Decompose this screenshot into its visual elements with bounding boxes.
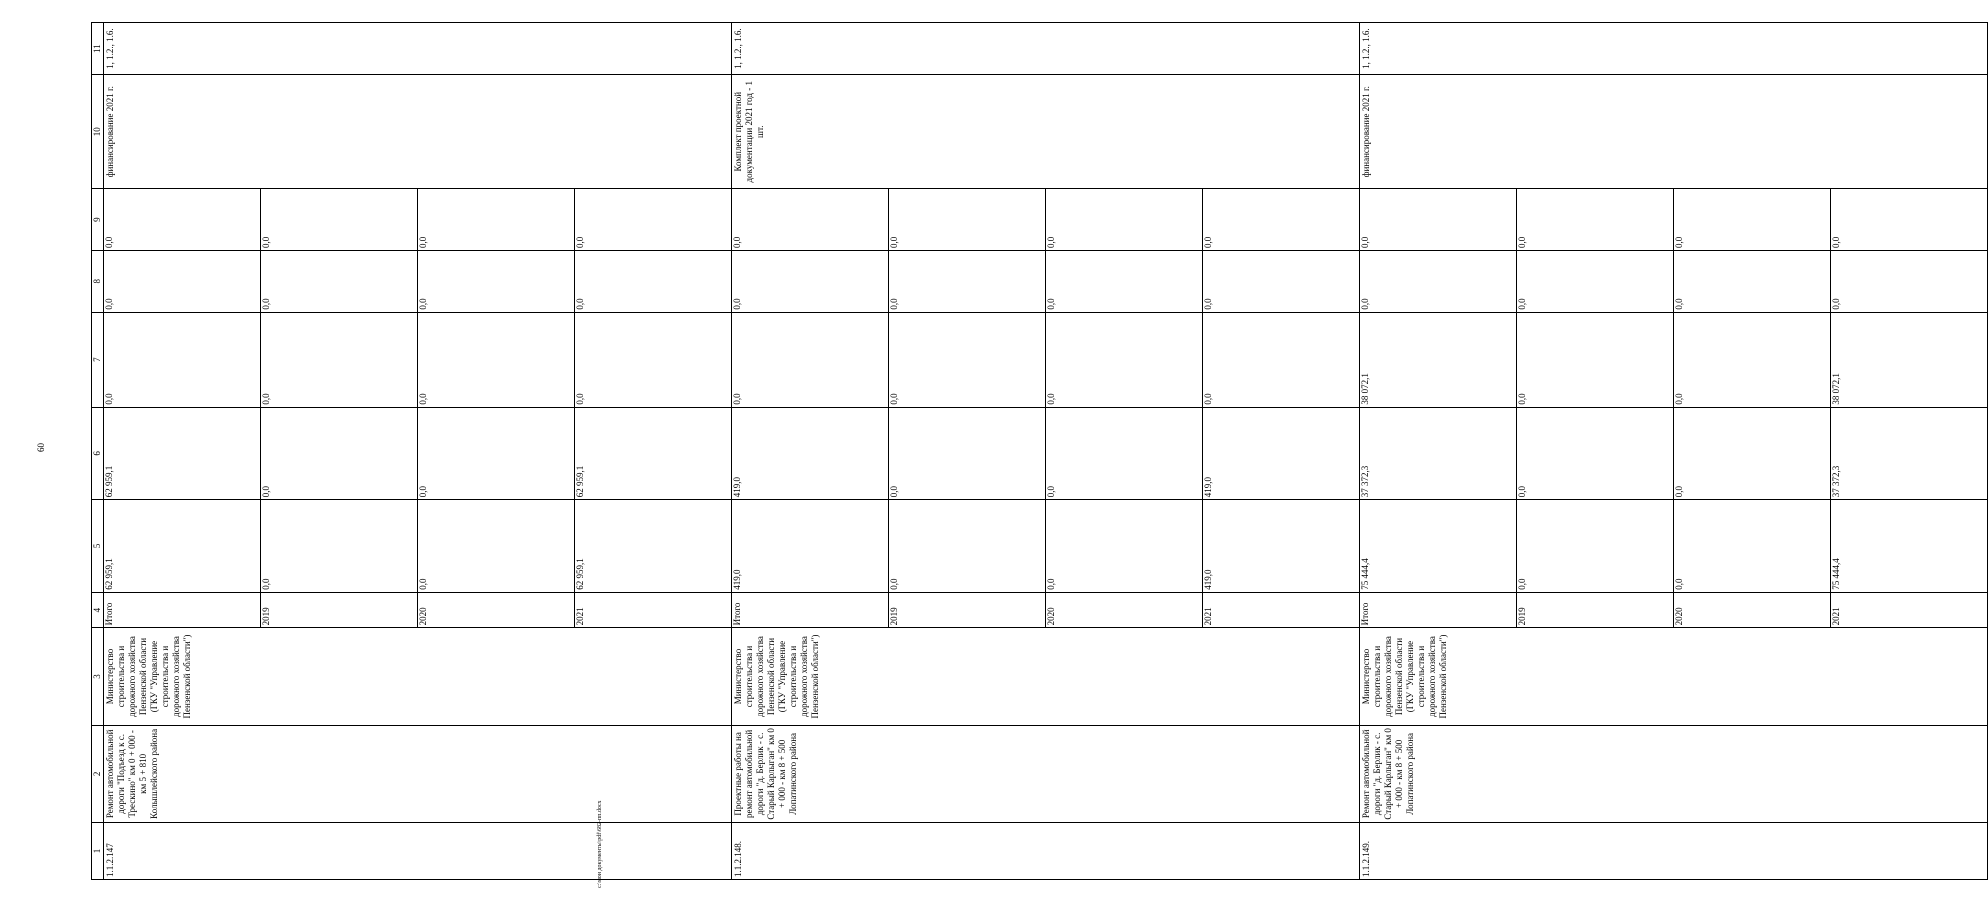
- year-list-value: 2019: [261, 593, 418, 628]
- federal-budget-value: 0,0: [1046, 313, 1203, 407]
- regional-budget-value: 0,0: [1046, 408, 1203, 500]
- regional-budget-value: 62 959,1: [104, 408, 261, 500]
- file-path-footer: c:\мои документы\pdf\682-пп.docx: [597, 800, 603, 888]
- federal-budget-value: 0,0: [732, 313, 889, 407]
- year-list-value: 2020: [1674, 593, 1831, 628]
- federal-budget-value: 38 072,1: [1360, 313, 1517, 407]
- year-list-value: 2021: [1831, 607, 1841, 626]
- year-list-value: Итого: [732, 593, 889, 628]
- regional-budget-value: 419,0: [1203, 476, 1213, 498]
- regional-budget-value: 0,0: [261, 408, 418, 500]
- total-funding-value: 0,0: [1046, 500, 1203, 592]
- other-sources-value: 0,0: [1831, 236, 1841, 248]
- federal-budget-value: 0,0: [1203, 393, 1213, 405]
- total-funding: [732, 500, 1360, 593]
- regional-budget-value: 37 372,3: [1831, 465, 1841, 498]
- col-header-7: 7: [92, 312, 104, 407]
- col-header-5: 5: [92, 500, 104, 593]
- local-budget-value: 0,0: [1517, 251, 1674, 312]
- other-sources-value: 0,0: [1517, 189, 1674, 250]
- local-budget-value: 0,0: [418, 251, 575, 312]
- federal-budget: [732, 312, 1360, 407]
- year-list: [732, 592, 1360, 628]
- total-funding-value: 62 959,1: [104, 500, 261, 592]
- executor: Министерство строительства и дорожного хозяйства Пензенской области (ГКУ "Управление строительства и дорожного хозяйства Пензенской области"): [104, 628, 732, 725]
- local-budget-value: 0,0: [1360, 251, 1517, 312]
- row-number: 1.1.2.148.: [732, 823, 1360, 880]
- other-sources: [104, 189, 732, 251]
- local-budget-value: 0,0: [889, 251, 1046, 312]
- regional-budget-value: 37 372,3: [1360, 408, 1517, 500]
- federal-budget-value: 0,0: [889, 313, 1046, 407]
- year-list: [1360, 592, 1988, 628]
- total-funding: [104, 500, 732, 593]
- page-number: 60: [36, 443, 46, 452]
- other-sources-value: 0,0: [418, 189, 575, 250]
- column-number-row: [92, 23, 104, 880]
- executor: Министерство строительства и дорожного хозяйства Пензенской области (ГКУ "Управление строительства и дорожного хозяйства Пензенской области"): [1360, 628, 1988, 725]
- col-header-2: 2: [92, 725, 104, 822]
- federal-budget-value: 0,0: [1517, 313, 1674, 407]
- other-sources-value: 0,0: [1046, 189, 1203, 250]
- table-row: [1360, 23, 1988, 880]
- total-funding-value: 419,0: [732, 500, 889, 592]
- year-list-value: Итого: [1360, 593, 1517, 628]
- indicator-link: 1, 1.2., 1.6.: [1360, 23, 1988, 75]
- total-funding-value: 75 444,4: [1360, 500, 1517, 592]
- col-header-11: 11: [92, 23, 104, 75]
- col-header-4: 4: [92, 592, 104, 628]
- regional-budget-value: 0,0: [418, 408, 575, 500]
- row-number: 1.1.2.147: [104, 823, 732, 880]
- federal-budget: [1360, 312, 1988, 407]
- col-header-9: 9: [92, 189, 104, 251]
- indicator-link: 1, 1.2., 1.6.: [732, 23, 1360, 75]
- col-header-1: 1: [92, 823, 104, 880]
- col-header-8: 8: [92, 250, 104, 312]
- year-list-value: 2019: [1517, 593, 1674, 628]
- other-sources-value: 0,0: [1360, 189, 1517, 250]
- other-sources-value: 0,0: [261, 189, 418, 250]
- local-budget: [104, 250, 732, 312]
- expected-result: финансирование 2021 г.: [1360, 75, 1988, 189]
- total-funding-value: 62 959,1: [575, 558, 585, 590]
- program-table: [91, 22, 1988, 880]
- executor: Министерство строительства и дорожного хозяйства Пензенской области (ГКУ "Управление строительства и дорожного хозяйства Пензенской области"): [732, 628, 1360, 725]
- federal-budget-value: 0,0: [261, 313, 418, 407]
- local-budget: [732, 250, 1360, 312]
- total-funding-value: 0,0: [889, 500, 1046, 592]
- year-list-value: 2019: [889, 593, 1046, 628]
- local-budget-value: 0,0: [261, 251, 418, 312]
- local-budget-value: 0,0: [1046, 251, 1203, 312]
- total-funding-value: 0,0: [1674, 500, 1831, 592]
- federal-budget-value: 0,0: [104, 313, 261, 407]
- col-header-10: 10: [92, 75, 104, 189]
- table-row: [732, 23, 1360, 880]
- year-list-value: 2021: [575, 607, 585, 626]
- local-budget-value: 0,0: [1831, 298, 1841, 310]
- total-funding-value: 0,0: [1517, 500, 1674, 592]
- local-budget-value: 0,0: [1203, 298, 1213, 310]
- regional-budget: [104, 407, 732, 500]
- other-sources-value: 0,0: [1674, 189, 1831, 250]
- total-funding-value: 0,0: [261, 500, 418, 592]
- regional-budget-value: 0,0: [1674, 408, 1831, 500]
- total-funding-value: 419,0: [1203, 569, 1213, 590]
- local-budget-value: 0,0: [575, 298, 585, 310]
- regional-budget-value: 419,0: [732, 408, 889, 500]
- regional-budget: [1360, 407, 1988, 500]
- year-list-value: Итого: [104, 593, 261, 628]
- regional-budget-value: 0,0: [889, 408, 1046, 500]
- expected-result: Комплект проектной документации 2021 год - 1 шт.: [732, 75, 1360, 189]
- table-row: [104, 23, 732, 880]
- object-name: Проектные работы на ремонт автомобильной дороги "д. Берлик - с. Старый Карлыган" км 0 + 000 - км 8 + 500 Лопатинского района: [732, 725, 1360, 822]
- other-sources-value: 0,0: [1203, 236, 1213, 248]
- regional-budget-value: 62 959,1: [575, 465, 585, 498]
- row-number: 1.1.2.149.: [1360, 823, 1988, 880]
- local-budget: [1360, 250, 1988, 312]
- col-header-3: 3: [92, 628, 104, 725]
- federal-budget-value: 0,0: [575, 393, 585, 405]
- local-budget-value: 0,0: [104, 251, 261, 312]
- total-funding-value: 0,0: [418, 500, 575, 592]
- year-list-value: 2020: [1046, 593, 1203, 628]
- regional-budget: [732, 407, 1360, 500]
- object-name: Ремонт автомобильной дороги "Подъезд к с. Трескино" км 0 + 000 - км 5 + 810 Колышлейского района: [104, 725, 732, 822]
- regional-budget-value: 0,0: [1517, 408, 1674, 500]
- col-header-6: 6: [92, 407, 104, 500]
- local-budget-value: 0,0: [1674, 251, 1831, 312]
- federal-budget: [104, 312, 732, 407]
- other-sources-value: 0,0: [575, 236, 585, 248]
- year-list-value: 2020: [418, 593, 575, 628]
- other-sources-value: 0,0: [889, 189, 1046, 250]
- rotated-table-container: [91, 22, 1841, 880]
- indicator-link: 1, 1.2., 1.6.: [104, 23, 732, 75]
- other-sources: [732, 189, 1360, 251]
- expected-result: финансирование 2021 г.: [104, 75, 732, 189]
- total-funding-value: 75 444,4: [1831, 558, 1841, 590]
- object-name: Ремонт автомобильной дороги "д. Берлик - с. Старый Карлыган" км 0 + 000 - км 8 + 500 Лопатинского района: [1360, 725, 1988, 822]
- local-budget-value: 0,0: [732, 251, 889, 312]
- federal-budget-value: 38 072,1: [1831, 373, 1841, 405]
- other-sources-value: 0,0: [104, 189, 261, 250]
- federal-budget-value: 0,0: [1674, 313, 1831, 407]
- other-sources: [1360, 189, 1988, 251]
- total-funding: [1360, 500, 1988, 593]
- year-list-value: 2021: [1203, 607, 1213, 626]
- federal-budget-value: 0,0: [418, 313, 575, 407]
- year-list: [104, 592, 732, 628]
- other-sources-value: 0,0: [732, 189, 889, 250]
